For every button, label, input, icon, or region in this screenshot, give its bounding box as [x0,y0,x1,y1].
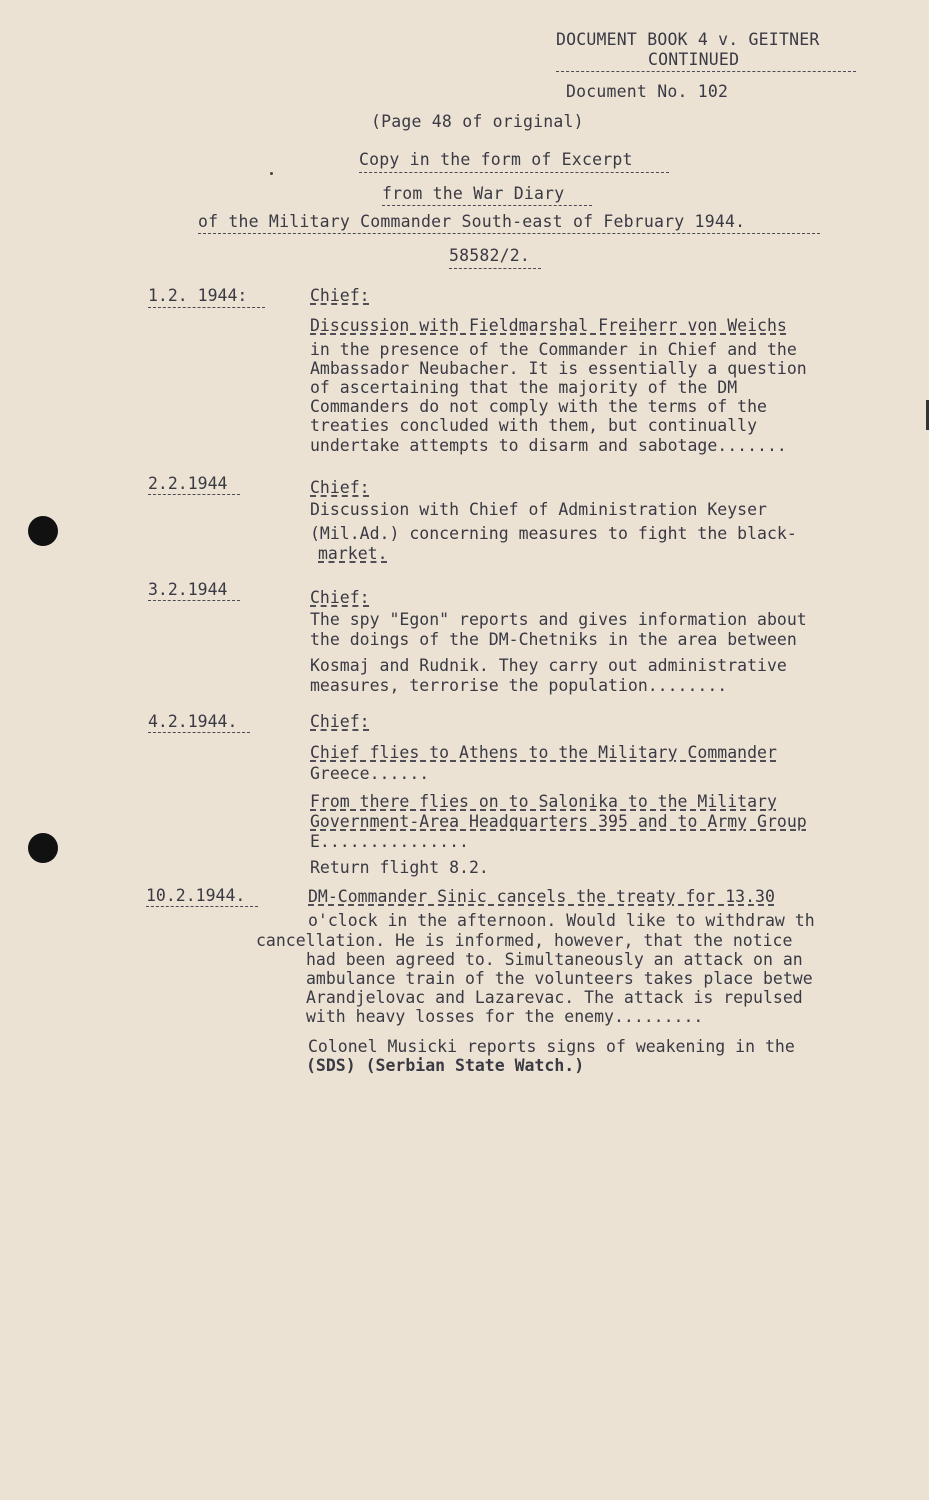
entry-date: 3.2.1944 [148,580,228,599]
entry-line: with heavy losses for the enemy......... [306,1007,704,1026]
entry-line: undertake attempts to disarm and sabotage....... [310,436,787,455]
entry-line: DM-Commander Sinic cancels the treaty for 13.30 [308,887,775,906]
title-line2: from the War Diary [382,184,565,203]
entry-line: measures, terrorise the population........ [310,676,728,695]
entry-line: Colonel Musicki reports signs of weakening in the [308,1037,795,1056]
entry-heading: Chief: [310,712,370,731]
entry-date: 10.2.1944. [146,886,246,905]
header-line1: DOCUMENT BOOK 4 v. GEITNER [556,30,820,49]
entry-line: Ambassador Neubacher. It is essentially a question [310,359,807,378]
entry-line: in the presence of the Commander in Chief and the [310,340,797,359]
entry-date-rule [148,494,240,495]
entry-line: ambulance train of the volunteers takes place betwe [306,969,813,988]
entry-date-rule [148,732,250,733]
entry-date: 1.2. 1944: [148,286,248,305]
entry-line: (Mil.Ad.) concerning measures to fight the black- [310,524,797,543]
entry-date-rule [148,600,240,601]
header-rule [556,71,856,72]
entry-line: Arandjelovac and Lazarevac. The attack is repulsed [306,988,803,1007]
header-line2: CONTINUED [648,50,740,69]
entry-line: Kosmaj and Rudnik. They carry out administrative [310,656,787,675]
entry-heading: Chief: [310,588,370,607]
title-line2-rule [382,205,592,206]
entry-line: of ascertaining that the majority of the DM [310,378,738,397]
entry-heading: Chief: [310,478,370,497]
entry-date-rule [148,307,265,308]
entry-line: Return flight 8.2. [310,858,489,877]
stray-mark [270,172,273,175]
entry-line: Commanders do not comply with the terms of the [310,397,767,416]
title-line3-rule [198,233,820,234]
document-number: Document No. 102 [566,82,729,101]
entry-line: E............... [310,832,469,851]
title-line1: Copy in the form of Excerpt [359,150,633,169]
entry-line: The spy "Egon" reports and gives information about [310,610,807,629]
entry-heading: Chief: [310,286,370,305]
entry-date-rule [146,906,258,907]
entry-line: Discussion with Chief of Administration Keyser [310,500,767,519]
punch-hole-top [28,516,58,546]
entry-line: Greece...... [310,764,430,783]
page-reference: (Page 48 of original) [371,112,584,131]
title-line1-rule [359,172,669,173]
entry-line: cancellation. He is informed, however, that the notice [256,931,793,950]
entry-line: o'clock in the afternoon. Would like to withdraw th [308,911,815,930]
file-number: 58582/2. [449,246,531,265]
entry-line: Chief flies to Athens to the Military Commander [310,743,777,762]
entry-line: Discussion with Fieldmarshal Freiherr von Weichs [310,316,787,335]
title-line3: of the Military Commander South-east of February 1944. [198,212,746,231]
punch-hole-bottom [28,833,58,863]
entry-line: market. [318,544,388,563]
file-number-rule [449,268,541,269]
entry-line: Government-Area Headquarters 395 and to Army Group [310,812,807,831]
entry-line: had been agreed to. Simultaneously an attack on an [306,950,803,969]
entry-line: (SDS) (Serbian State Watch.) [306,1056,585,1075]
entry-date: 2.2.1944 [148,474,228,493]
entry-line: treaties concluded with them, but continually [310,416,758,435]
entry-date: 4.2.1944. [148,712,238,731]
entry-line: the doings of the DM-Chetniks in the area between [310,630,797,649]
entry-line: From there flies on to Salonika to the Military [310,792,777,811]
